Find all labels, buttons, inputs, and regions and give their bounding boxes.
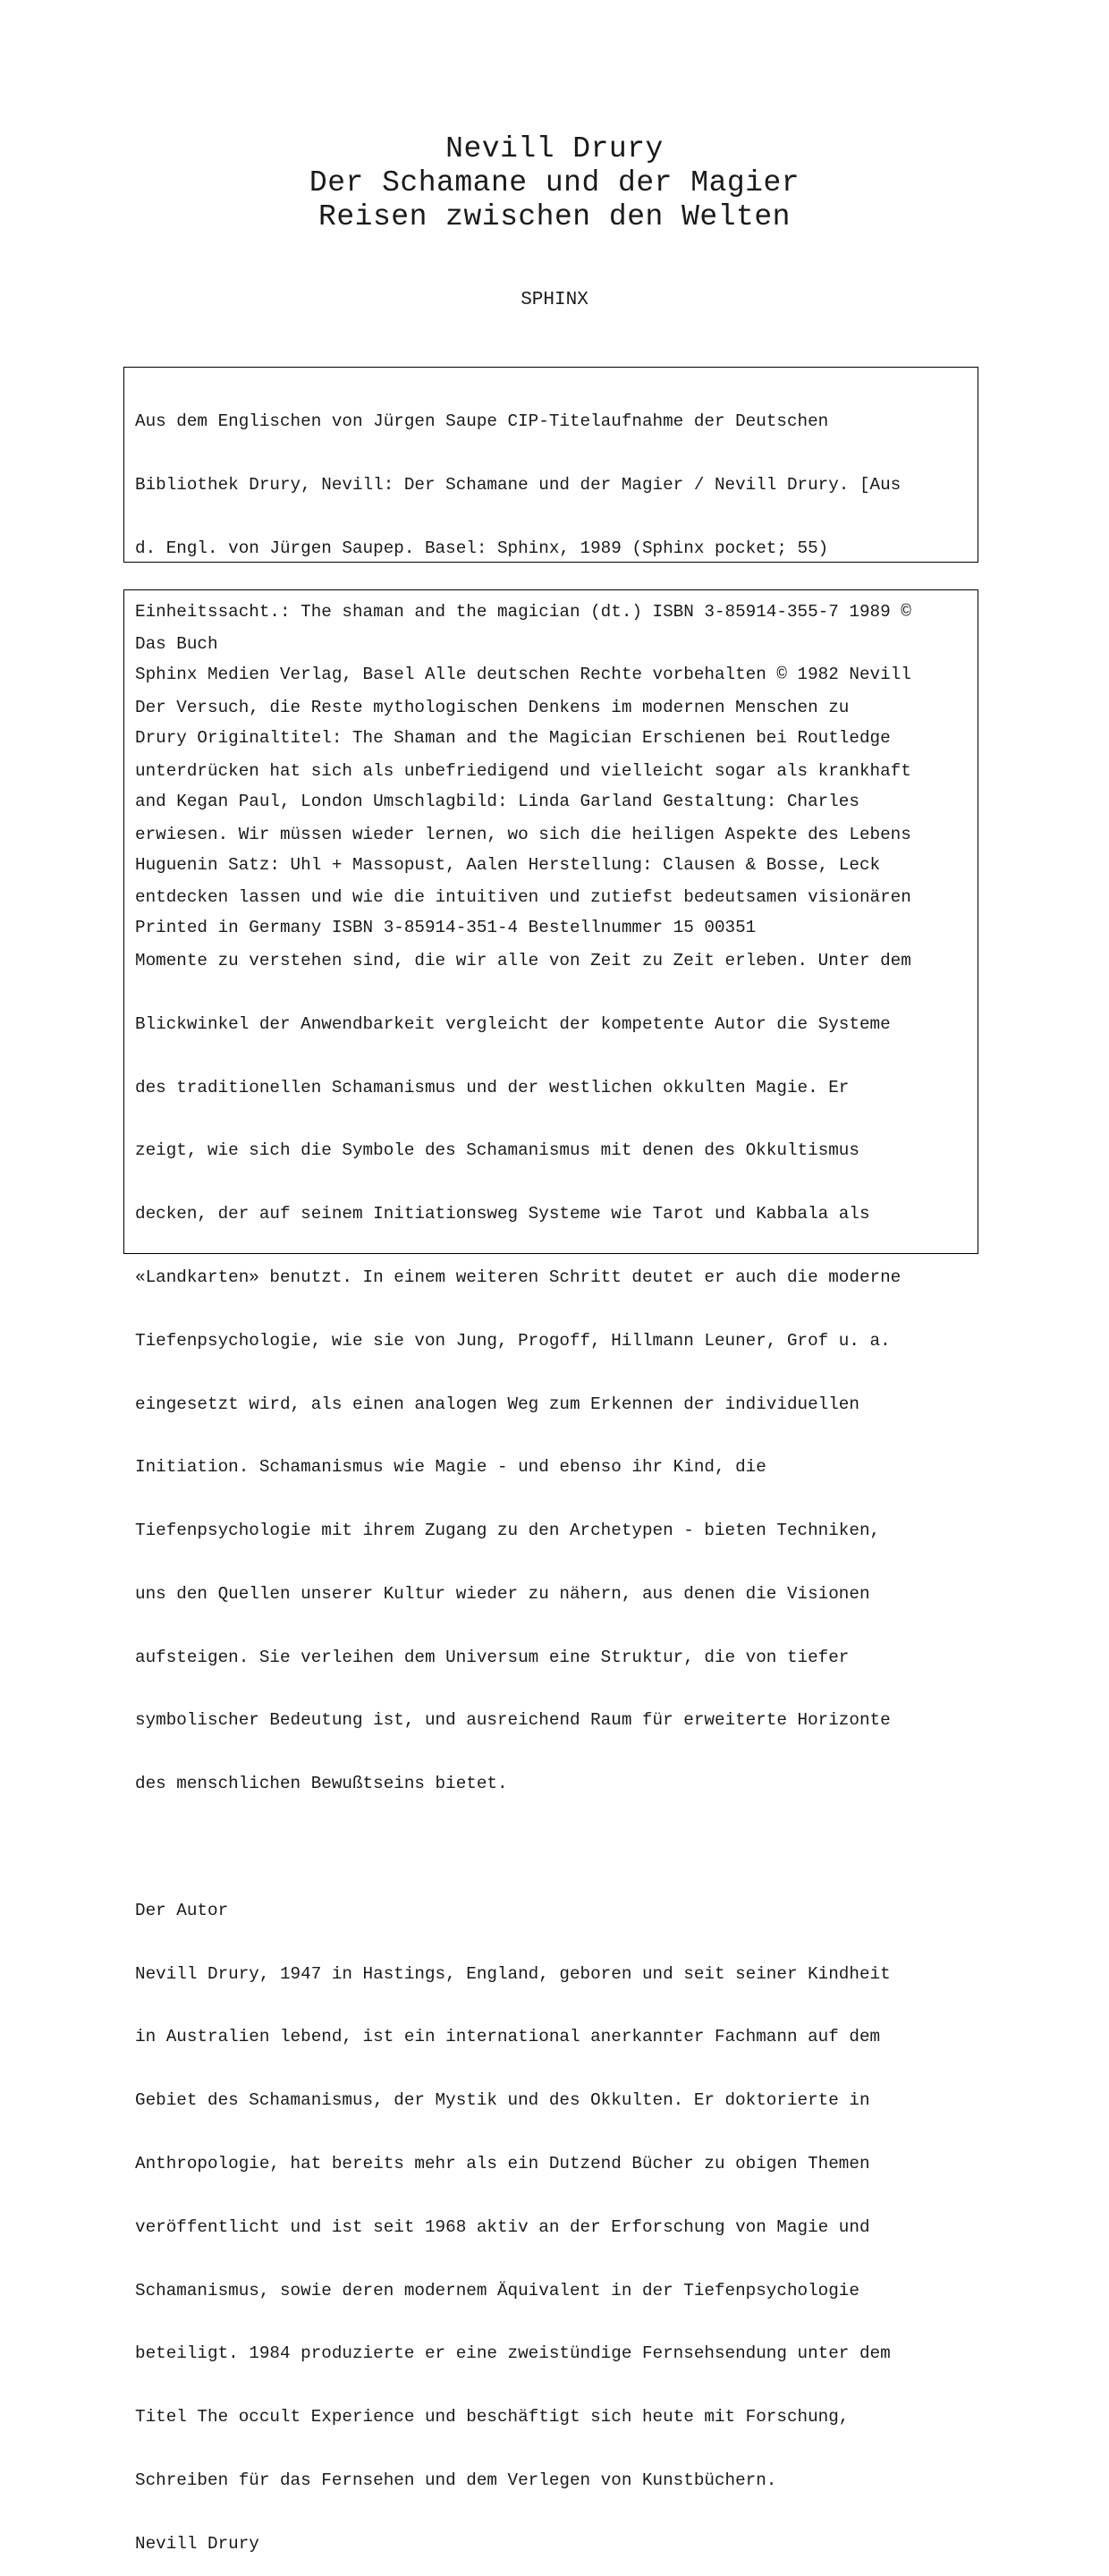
book-text-line: entdecken lassen und wie die intuitiven und zutiefst bedeutsamen visionären: [135, 887, 911, 908]
title-block: [0, 132, 1109, 234]
book-text-line: unterdrücken hat sich als unbefriedigend und vielleicht sogar als krankhaft: [135, 760, 911, 781]
imprint-line: Bibliothek Drury, Nevill: Der Schamane und der Magier / Nevill Drury. [Aus: [135, 474, 902, 495]
book-text-line: Tiefenpsychologie mit ihrem Zugang zu den Archetypen - bieten Techniken,: [135, 1521, 881, 1541]
book-text-line: Blickwinkel der Anwendbarkeit vergleicht der kompetente Autor die Systeme: [135, 1013, 891, 1034]
imprint-line: and Kegan Paul, London Umschlagbild: Linda Garland Gestaltung: Charles: [135, 791, 859, 811]
author-text-line: Schamanismus, sowie deren modernem Äquivalent in der Tiefenpsychologie: [135, 2280, 859, 2301]
book-subtitle: Reisen zwischen den Welten: [318, 200, 791, 233]
imprint-line: d. Engl. von Jürgen Saupep. Basel: Sphinx, 1989 (Sphinx pocket; 55): [135, 538, 829, 558]
book-text-line: Tiefenpsychologie, wie sie von Jung, Progoff, Hillmann Leuner, Grof u. a.: [135, 1330, 891, 1351]
author-text-line: in Australien lebend, ist ein international anerkannter Fachmann auf dem: [135, 2027, 881, 2047]
book-title: Der Schamane und der Magier: [309, 166, 800, 199]
author-text-line: Nevill Drury, 1947 in Hastings, England, geboren und seit seiner Kindheit: [135, 1963, 891, 1984]
author-text-line: Titel The occult Experience und beschäftigt sich heute mit Forschung,: [135, 2407, 850, 2428]
author-text-line: Anthropologie, hat bereits mehr als ein Dutzend Bücher zu obigen Themen: [135, 2153, 870, 2174]
book-text-line: Initiation. Schamanismus wie Magie - und ebenso ihr Kind, die: [135, 1457, 766, 1478]
imprint-line: Printed in Germany ISBN 3-85914-351-4 Bestellnummer 15 00351: [135, 918, 757, 938]
imprint-line: Einheitssacht.: The shaman and the magician (dt.) ISBN 3-85914-355-7 1989 ©: [135, 601, 911, 622]
publisher-name: SPHINX: [521, 290, 588, 310]
book-text-line: des menschlichen Bewußtseins bietet.: [135, 1774, 508, 1794]
imprint-line: Drury Originaltitel: The Shaman and the Magician Erschienen bei Routledge: [135, 728, 891, 749]
author-section-heading: Der Autor: [135, 1900, 229, 1920]
section-spacer: [135, 1837, 969, 1859]
book-text-line: Der Versuch, die Reste mythologischen Denkens im modernen Menschen zu: [135, 697, 850, 717]
description-box: [123, 589, 978, 2554]
author-text-line: Schreiben für das Fernsehen und dem Verlegen von Kunstbüchern.: [135, 2470, 777, 2490]
book-text-line: aufsteigen. Sie verleihen dem Universum eine Struktur, die von tiefer: [135, 1647, 850, 1667]
book-text-line: erwiesen. Wir müssen wieder lernen, wo sich die heiligen Aspekte des Lebens: [135, 824, 911, 844]
book-text-line: decken, der auf seinem Initiationsweg Systeme wie Tarot und Kabbala als: [135, 1204, 870, 1224]
book-text-line: eingesetzt wird, als einen analogen Weg zum Erkennen der individuellen: [135, 1394, 859, 1414]
book-text-line: symbolischer Bedeutung ist, und ausreichend Raum für erweiterte Horizonte: [135, 1710, 891, 1731]
imprint-line: Sphinx Medien Verlag, Basel Alle deutschen Rechte vorbehalten © 1982 Nevill: [135, 665, 911, 685]
book-text-line: des traditionellen Schamanismus und der westlichen okkulten Magie. Er: [135, 1077, 850, 1097]
book-text-line: «Landkarten» benutzt. In einem weiteren Schritt deutet er auch die moderne: [135, 1267, 902, 1287]
book-text-line: Momente zu verstehen sind, die wir alle von Zeit zu Zeit erleben. Unter dem: [135, 951, 911, 971]
author-text-line: beteiligt. 1984 produzierte er eine zweistündige Fernsehsendung unter dem: [135, 2343, 891, 2364]
book-text-line: zeigt, wie sich die Symbole des Schamanismus mit denen des Okkultismus: [135, 1140, 859, 1161]
author-signature: Nevill Drury: [135, 2533, 259, 2554]
imprint-line: Huguenin Satz: Uhl + Massopust, Aalen Herstellung: Clausen & Bosse, Leck: [135, 854, 881, 875]
author-name: Nevill Drury: [445, 132, 664, 165]
author-text-line: veröffentlicht und ist seit 1968 aktiv an der Erforschung von Magie und: [135, 2216, 870, 2237]
book-text-line: uns den Quellen unserer Kultur wieder zu nähern, aus denen die Visionen: [135, 1583, 870, 1604]
book-section-heading: Das Buch: [135, 634, 218, 655]
author-text-line: Gebiet des Schamanismus, der Mystik und des Okkulten. Er doktorierte in: [135, 2090, 870, 2111]
imprint-line: Aus dem Englischen von Jürgen Saupe CIP-Titelaufnahme der Deutschen: [135, 411, 829, 432]
